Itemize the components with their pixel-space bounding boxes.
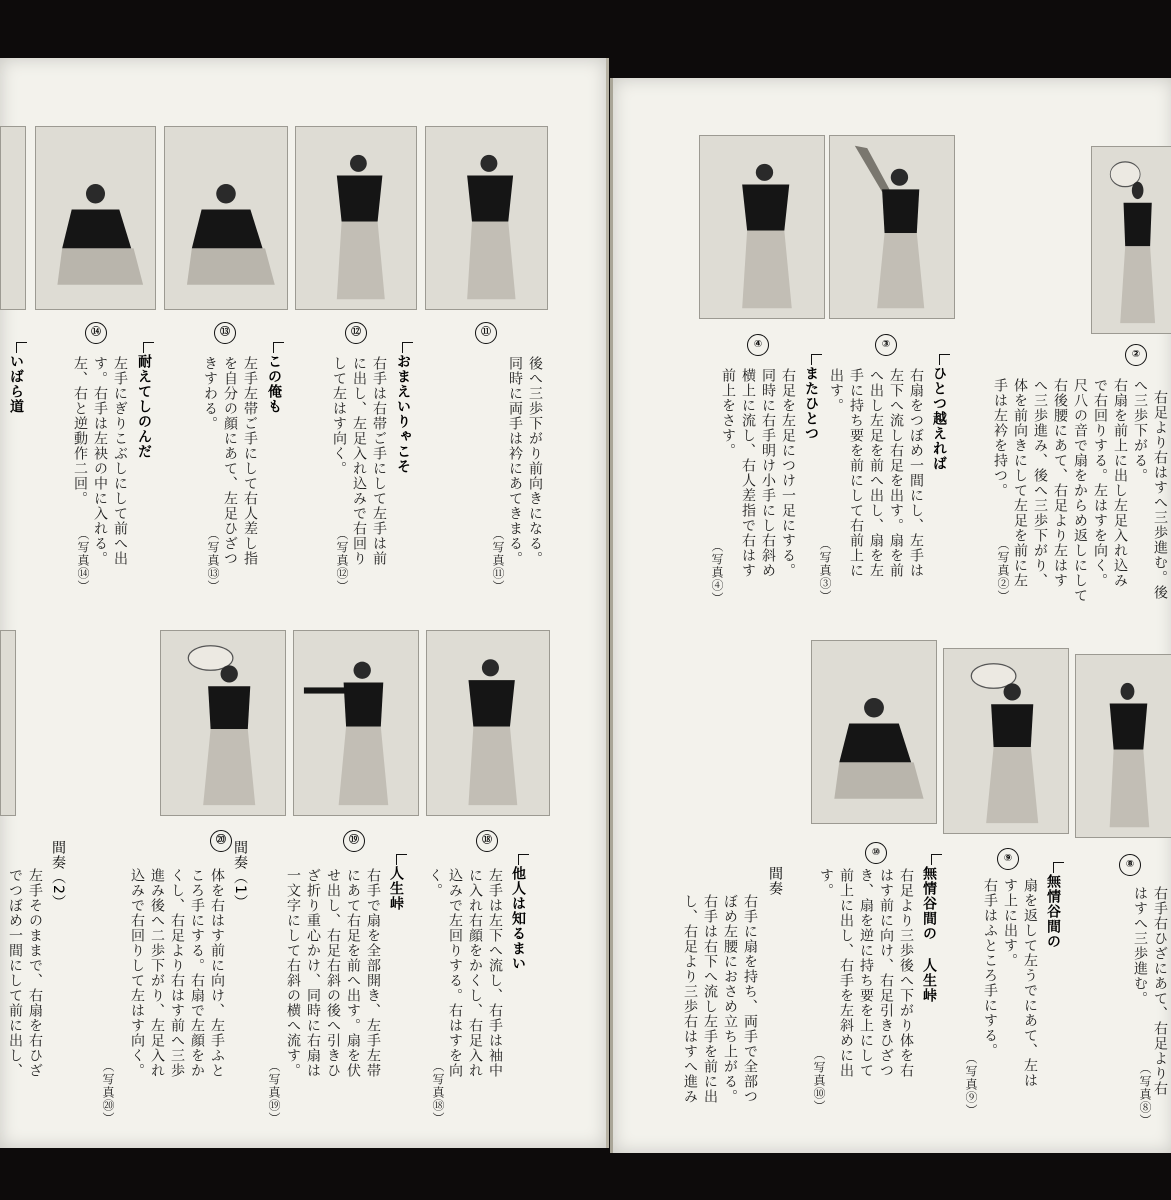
text-4-line-3: 横上に流し、右人差指で右はす <box>740 368 756 578</box>
text-2-line-5: 尺八の音で扇をからめ返しにして <box>1072 378 1088 603</box>
heading-mujo-jinsei-a: 無情谷間の <box>921 866 937 941</box>
ref-14: （写真⑭） <box>76 528 90 593</box>
text-kanso-line-3: 右手は右下へ流し左手を前に出 <box>702 894 718 1104</box>
photo-number-2: ② <box>1125 344 1147 366</box>
heading-ibara: いばら道 <box>8 354 24 414</box>
photo-figure-drawing <box>296 127 416 309</box>
text-19-line-2: にあて右足を前へ出す。扇を伏 <box>345 868 361 1078</box>
section-marker <box>402 342 413 353</box>
heading-omae: おまえいりゃこそ <box>395 354 411 474</box>
right-page <box>610 78 1171 1153</box>
photo-figure-drawing <box>1092 147 1171 333</box>
photo-3 <box>829 135 955 319</box>
text-13-line-1: 左手左帯ご手にして右人差し指 <box>242 356 258 566</box>
text-19-line-5: 一文字にして右斜の横へ流す。 <box>285 868 301 1078</box>
section-marker <box>273 342 284 353</box>
heading-taete: 耐えてしのんだ <box>136 354 152 459</box>
ref-19: （写真⑲） <box>267 1060 281 1125</box>
photo-figure-drawing <box>161 631 285 815</box>
photo-number-19: ⑲ <box>343 830 365 852</box>
photo-12 <box>295 126 417 310</box>
photo-number-12: ⑫ <box>345 322 367 344</box>
text-19-line-3: せ出し、右足右斜の後へ引きひ <box>325 868 341 1078</box>
text-14-line-3: 左、右と逆動作二回。 <box>72 356 88 506</box>
text-10-line-2: はす前に向け、右足引きひざつ <box>878 868 894 1078</box>
text-19-line-4: ざ折り重心かけ、同時に右扇は <box>305 868 321 1078</box>
text-kanso-line-1: 右手に扇を持ち、両手で全部つ <box>742 894 758 1104</box>
text-20-line-1: 体を右はす前に向け、左手ふと <box>209 868 225 1078</box>
photo-9 <box>943 648 1069 834</box>
photo-figure-drawing <box>944 649 1068 833</box>
photo-number-11: ⑪ <box>475 322 497 344</box>
text-20-line-3: くし、右足より右はす前へ三歩 <box>169 868 185 1078</box>
photo-number-20: ⑳ <box>210 830 232 852</box>
heading-kanso-1: 間奏（1） <box>232 840 248 910</box>
photo-partial <box>0 126 26 310</box>
photo-10 <box>811 640 937 824</box>
text-2-line-1: 右足より右はすへ三歩進む。後 <box>1152 390 1168 600</box>
section-marker <box>143 342 154 353</box>
text-11-line-2: 同時に両手は衿にあてきまる。 <box>507 356 523 566</box>
heading-tanin: 他人は知るまい <box>510 866 526 971</box>
text-12-line-1: 右手は右帯ご手にして左手は前 <box>371 356 387 566</box>
photo-14 <box>35 126 156 310</box>
text-9-line-1: 扇を返して左うでにあて、左は <box>1022 878 1038 1088</box>
ref-20: （写真⑳） <box>101 1060 115 1125</box>
text-kanso2-line-1: 左手そのままで、右扇を右ひざ <box>27 868 43 1078</box>
text-14-line-2: す。右手は左袂の中に入れる。 <box>92 356 108 566</box>
text-3-line-4: 手に持ち要を前にして右前上に <box>848 368 864 578</box>
photo-number-8: ⑧ <box>1119 854 1141 876</box>
section-marker <box>396 854 407 865</box>
text-18-line-2: に入れ右顔をかくし、右足入れ <box>467 868 483 1078</box>
photo-8 <box>1075 654 1171 838</box>
ref-11: （写真⑪） <box>491 528 505 593</box>
photo-figure-drawing <box>165 127 287 309</box>
text-8-line-2: はすへ三歩進む。 <box>1132 886 1148 1006</box>
photo-2 <box>1091 146 1171 334</box>
ref-4: （写真④） <box>710 540 724 605</box>
photo-figure-drawing <box>36 127 155 309</box>
photo-number-14: ⑭ <box>85 322 107 344</box>
text-13-line-2: を自分の顔にあて、左足ひざつ <box>222 356 238 566</box>
photo-number-10: ⑩ <box>865 842 887 864</box>
text-2-line-8: 体を前向きにして左足を前に左 <box>1012 378 1028 588</box>
text-20-line-4: 進み後へ二歩下がり、左足入れ <box>149 868 165 1078</box>
left-page <box>0 58 609 1148</box>
text-20-line-5: 込みで右回りして左はす向く。 <box>129 868 145 1078</box>
text-13-line-3: きすわる。 <box>202 356 218 431</box>
text-9-line-2: す上に出す。 <box>1002 878 1018 968</box>
text-3-line-2: 左下へ流し右足を出す。扇を前 <box>888 368 904 578</box>
heading-mata: またひとつ <box>803 366 819 441</box>
text-kanso-line-2: ぼめ左腰におさめ立ち上がる。 <box>722 894 738 1104</box>
text-2-line-7: へ三歩進み、後へ三歩下がり、 <box>1032 378 1048 588</box>
text-3-line-1: 右扇をつぼめ一間にし、左手は <box>908 368 924 578</box>
section-marker <box>931 854 942 865</box>
photo-20 <box>160 630 286 816</box>
text-2-line-3: 右扇を前上に出し左足入れ込み <box>1112 378 1128 588</box>
ref-8: （写真⑧） <box>1138 1062 1152 1127</box>
text-2-line-2: へ三歩下がる。 <box>1132 378 1148 483</box>
section-marker <box>16 342 27 353</box>
section-marker <box>518 854 529 865</box>
photo-18 <box>426 630 550 816</box>
photo-13 <box>164 126 288 310</box>
text-4-line-1: 右足を左足につけ一足にする。 <box>780 368 796 578</box>
text-4-line-2: 同時に右手明け小手にし右斜め <box>760 368 776 578</box>
section-marker <box>939 354 950 365</box>
heading-kanso-2: 間奏（2） <box>50 840 66 910</box>
text-2-line-9: 手は左衿を持つ。 <box>992 378 1008 498</box>
text-10-line-4: 前上に出し、右手を左斜めに出 <box>838 868 854 1078</box>
photo-number-3: ③ <box>875 334 897 356</box>
text-kanso-line-4: し、右足より三歩右はすへ進み <box>682 894 698 1104</box>
section-marker <box>811 354 822 365</box>
heading-kanso: 間奏 <box>767 866 783 896</box>
photo-figure-drawing <box>812 641 936 823</box>
text-9-line-3: 右手はふところ手にする。 <box>982 878 998 1058</box>
text-kanso2-line-2: でつぼめ一間にして前に出し、 <box>7 868 23 1078</box>
text-11-line-1: 後へ三歩下がり前向きになる。 <box>527 356 543 566</box>
text-19-line-1: 右手で扇を全部開き、左手左帯 <box>365 868 381 1078</box>
photo-partial-bottom <box>0 630 16 816</box>
text-4-line-4: 前上をさす。 <box>720 368 736 458</box>
photo-figure-drawing <box>294 631 418 815</box>
heading-hitotsu: ひとつ越えれば <box>931 366 947 471</box>
ref-13: （写真⑬） <box>206 528 220 593</box>
text-3-line-3: へ出し左足を前へ出し、扇を左 <box>868 368 884 578</box>
text-8-line-1: 右手右ひざにあて、右足より右 <box>1152 886 1168 1096</box>
photo-figure-drawing <box>700 136 824 318</box>
section-marker <box>1053 862 1064 873</box>
photo-number-13: ⑬ <box>214 322 236 344</box>
heading-jinsei: 人生峠 <box>388 866 404 911</box>
text-18-line-4: く。 <box>427 868 443 898</box>
photo-figure-drawing <box>427 631 549 815</box>
text-10-line-5: す。 <box>818 868 834 898</box>
text-14-line-1: 左手にぎりこぶしにして前へ出 <box>112 356 128 566</box>
photo-figure-drawing <box>830 136 954 318</box>
photo-number-4: ④ <box>747 334 769 356</box>
photo-4 <box>699 135 825 319</box>
ref-12: （写真⑫） <box>335 528 349 593</box>
photo-figure-drawing <box>426 127 547 309</box>
text-2-line-6: 右後腰にあて、右足より左はす <box>1052 378 1068 588</box>
text-10-line-3: き、扇を逆に持ち要を上にして <box>858 868 874 1078</box>
photo-number-9: ⑨ <box>997 848 1019 870</box>
photo-figure-drawing <box>1076 655 1171 837</box>
text-3-line-5: 出す。 <box>828 368 844 413</box>
text-2-line-4: で右回りする。左はすを向く。 <box>1092 378 1108 588</box>
text-20-line-2: ころ手にする。右扇で左顔をか <box>189 868 205 1078</box>
text-12-line-3: して左はす向く。 <box>331 356 347 476</box>
ref-2: （写真②） <box>996 538 1010 603</box>
text-18-line-1: 左手は左下へ流し、右手は袖中 <box>487 868 503 1078</box>
heading-mujo: 無情谷間の <box>1045 874 1061 949</box>
ref-9: （写真⑨） <box>964 1052 978 1117</box>
text-10-line-1: 右足より三歩後へ下がり体を右 <box>898 868 914 1078</box>
heading-kono-ore: この俺も <box>266 354 282 414</box>
ref-18: （写真⑱） <box>431 1060 445 1125</box>
heading-mujo-jinsei-b: 人生峠 <box>921 958 937 1003</box>
text-18-line-3: 込みで左回りする。右はすを向 <box>447 868 463 1078</box>
photo-number-18: ⑱ <box>476 830 498 852</box>
ref-3: （写真③） <box>818 538 832 603</box>
photo-19 <box>293 630 419 816</box>
photo-11 <box>425 126 548 310</box>
text-12-line-2: に出し、左足入れ込みで右回り <box>351 356 367 566</box>
ref-10: （写真⑩） <box>812 1048 826 1113</box>
